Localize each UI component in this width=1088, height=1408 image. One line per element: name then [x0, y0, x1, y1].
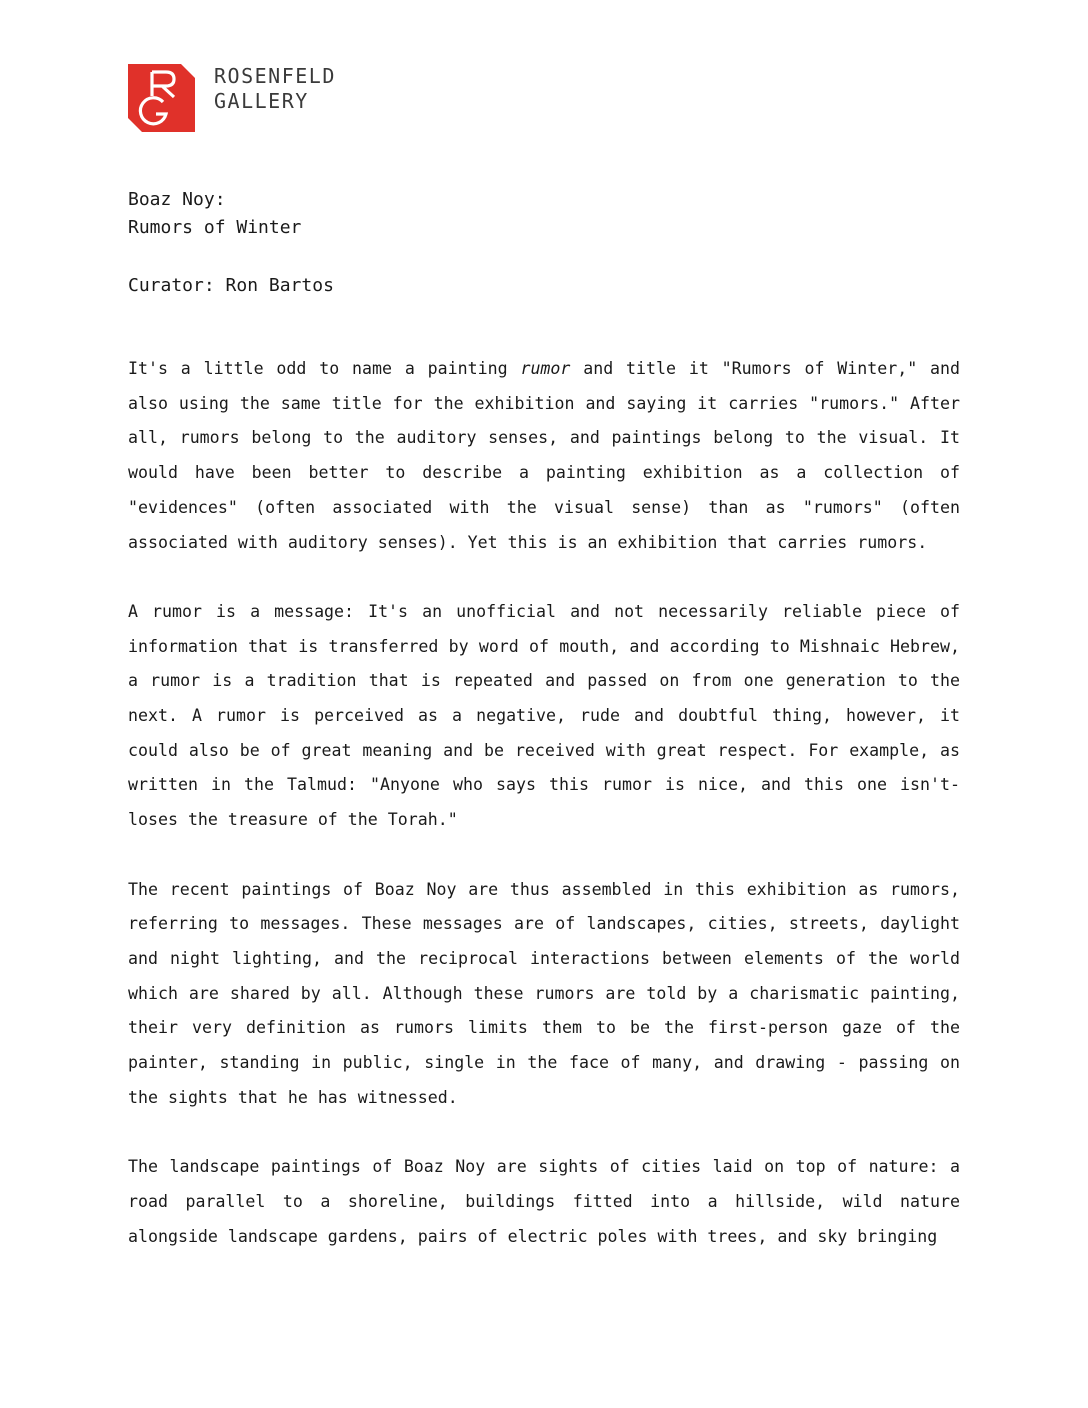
exhibition-heading: [128, 186, 301, 242]
logo-line-2: GALLERY: [214, 89, 309, 113]
artist-name: Boaz Noy:: [128, 189, 226, 210]
paragraph-1: [128, 352, 960, 560]
curator-line: Curator: Ron Bartos: [128, 275, 334, 296]
logo-line-1: ROSENFELD: [214, 64, 336, 88]
rosenfeld-gallery-monogram-icon: [128, 64, 195, 132]
essay-body: [128, 352, 960, 1289]
paragraph-2: A rumor is a message: It's an unofficial and not necessarily reliable piece of information that is transferred by word of mouth, and according to Mishnaic Hebrew, a rumor is a tradition that is repeated and passed on from one generation to the next. A rumor is perceived as a negative, rude and doubtful thing, however, it could also be of great meaning and be received with great respect. For example, as written in the Talmud: "Anyone who says this rumor is nice, and this one isn't- loses the treasure of the Torah.": [128, 601, 960, 830]
paragraph-1-rest: and title it "Rumors of Winter," and also using the same title for the exhibition and saying it carries "rumors." After all, rumors belong to the auditory senses, and paintings belong to the visual. It would have been better to describe a painting exhibition as a collection of "evidences" (often associated with the visual sense) than as "rumors" (often associated with auditory senses). Yet this is an exhibition that carries rumors.: [128, 359, 961, 552]
paragraph-3: The recent paintings of Boaz Noy are thus assembled in this exhibition as rumors, referring to messages. These messages are of landscapes, cities, streets, daylight and night lighting, and the reciprocal interactions between elements of the world which are shared by all. Although these rumors are told by a charismatic painting, their very definition as rumors limits them to be the first-person gaze of the painter, standing in public, single in the face of many, and drawing - passing on the sights that he has witnessed.: [128, 879, 960, 1107]
gallery-logo: [128, 64, 336, 132]
logo-wordmark: [214, 64, 336, 114]
paragraph-1-emphasis: rumor: [520, 359, 571, 378]
exhibition-title: Rumors of Winter: [128, 217, 302, 238]
paragraph-4: The landscape paintings of Boaz Noy are sights of cities laid on top of nature: a road parallel to a shoreline, buildings fitted into a hillside, wild nature alongside landscape gardens, pairs of electric poles with trees, and sky bringing: [128, 1157, 960, 1246]
paragraph-1-start: It's a little odd to name a painting: [128, 359, 521, 378]
